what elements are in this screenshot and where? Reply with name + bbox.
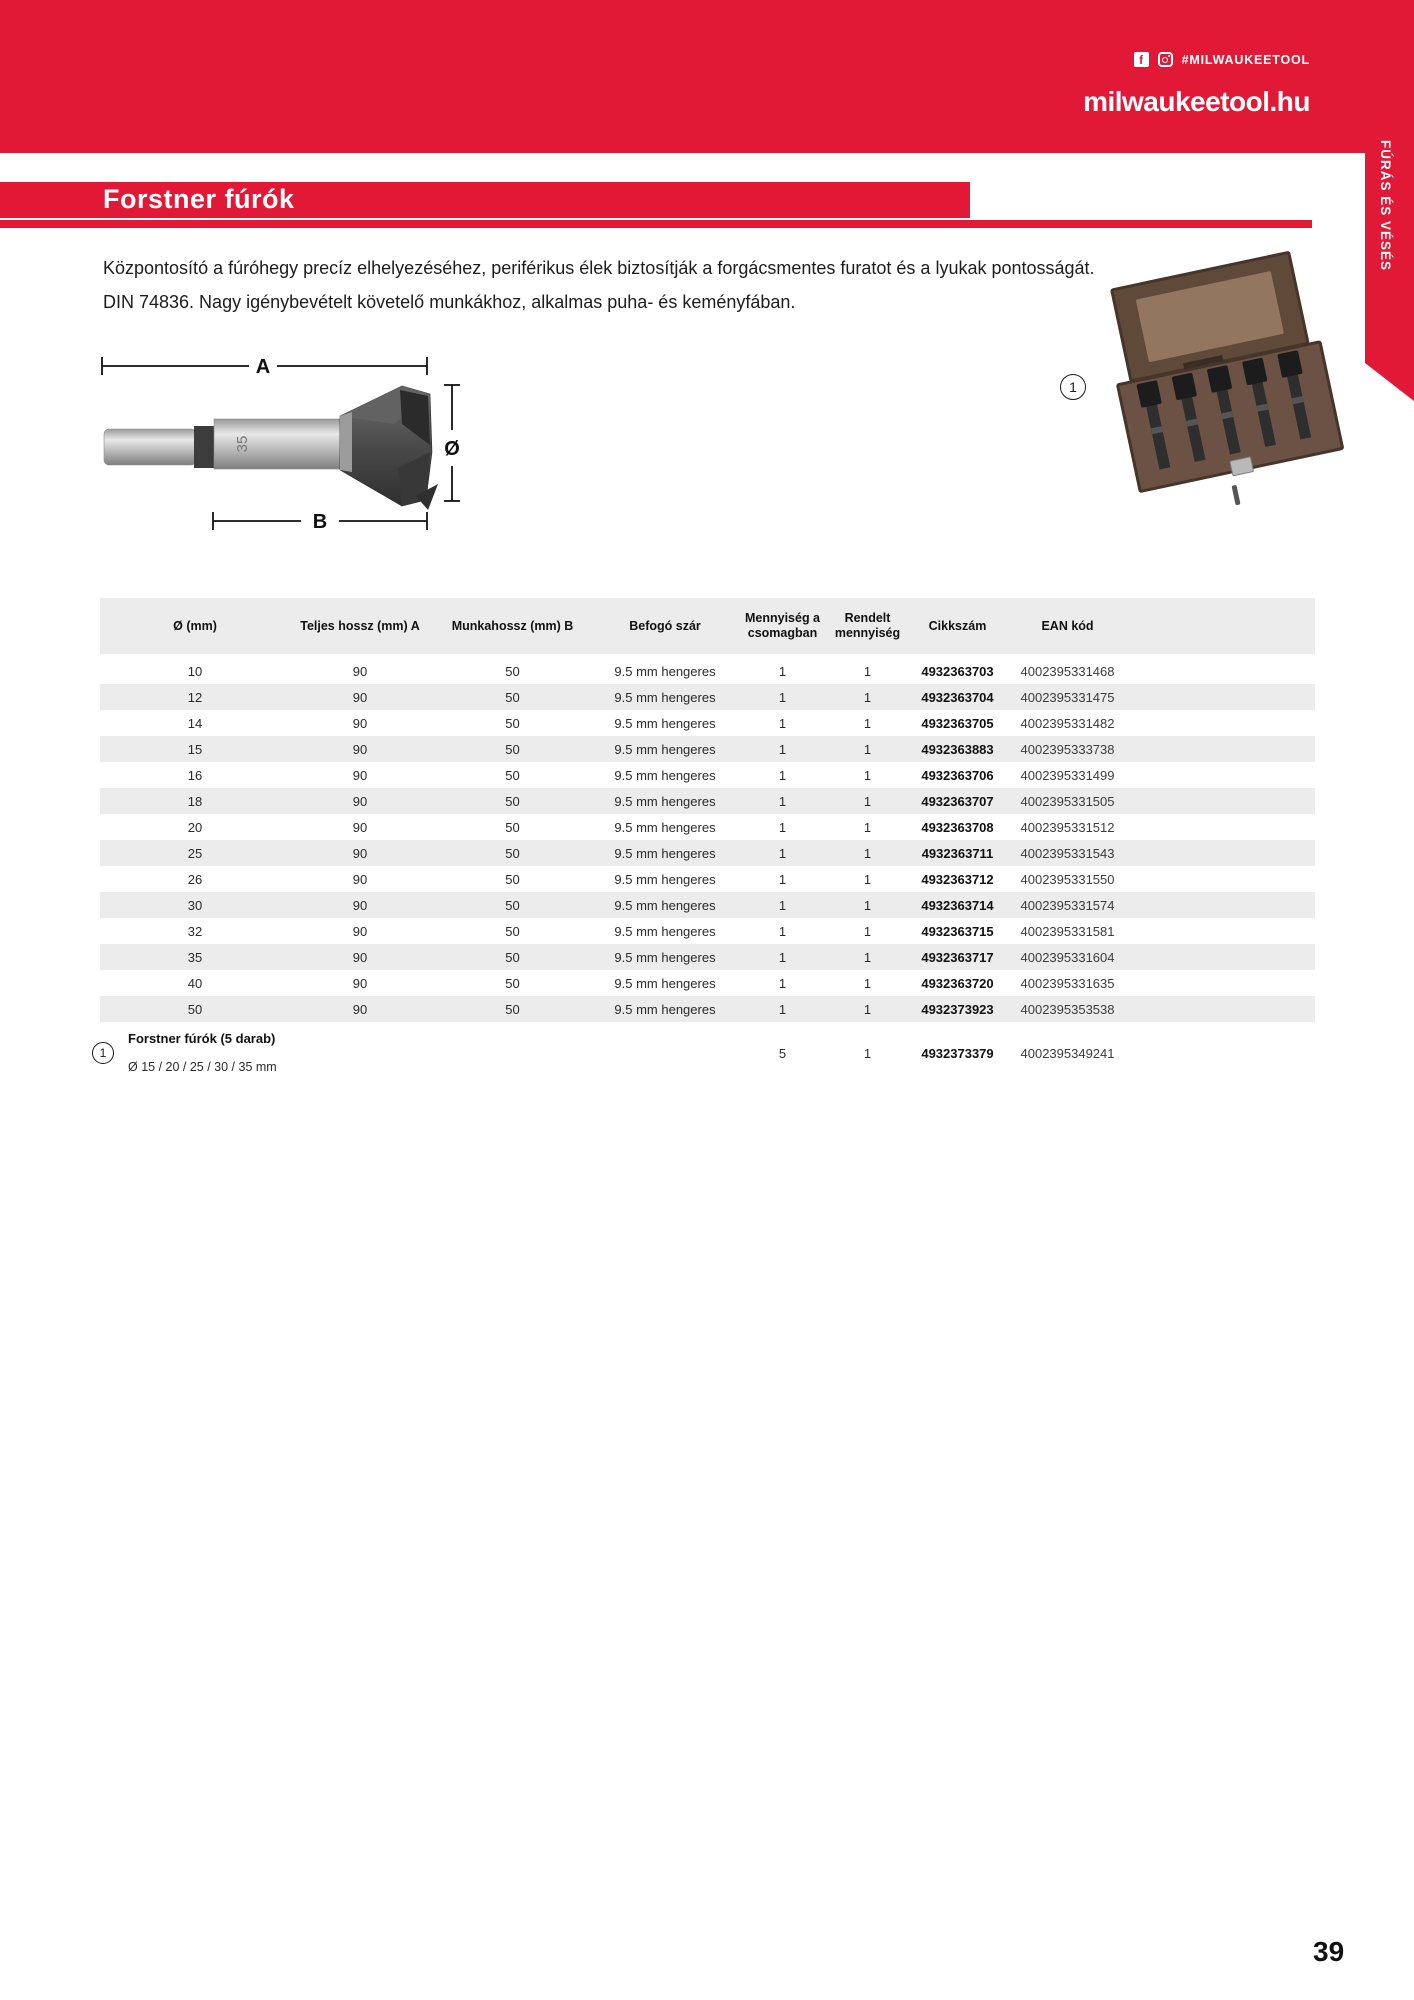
set-callout-1: 1 <box>92 1042 114 1064</box>
table-cell: 1 <box>778 819 787 835</box>
dimension-a-label: A <box>255 356 271 378</box>
table-row-set <box>100 1022 1315 1084</box>
table-cell: 1 <box>863 715 872 731</box>
table-cell: 4932363711 <box>905 840 1010 866</box>
bit-shank <box>104 429 196 465</box>
product-callout-1: 1 <box>1060 374 1086 400</box>
table-cell: 4002395331604 <box>1010 944 1125 970</box>
table-cell: 1 <box>778 871 787 887</box>
table-cell: 1 <box>830 684 905 710</box>
table-cell: 14 <box>187 715 203 731</box>
table-cell-filler <box>1125 996 1315 1022</box>
table-row <box>100 762 1315 788</box>
table-cell: 1 <box>778 715 787 731</box>
set-ordered-qty: 1 <box>863 1045 872 1061</box>
table-cell: 9.5 mm hengeres <box>595 892 735 918</box>
section-banner <box>0 182 970 218</box>
col-ordered-qty: Rendelt mennyiség <box>830 598 905 656</box>
forstner-bit-illustration <box>1212 368 1241 454</box>
table-cell: 90 <box>290 788 430 814</box>
table-cell: 90 <box>352 871 368 887</box>
description-line-1: Központosító a fúróhegy precíz elhelyezéséhez, periférikus élek biztosítják a forgácsmentes furatot és a lyukak pontosságát. <box>103 258 1095 278</box>
bit-marking: 35 <box>234 435 251 453</box>
table-cell-filler <box>1125 840 1315 866</box>
table-cell: 1 <box>735 684 830 710</box>
table-row <box>100 892 1315 918</box>
table-cell-filler <box>1125 684 1315 710</box>
table-cell: 1 <box>735 892 830 918</box>
table-cell: 50 <box>505 663 520 679</box>
table-set-body <box>100 1022 1315 1084</box>
technical-drawing <box>90 355 470 535</box>
col-filler <box>1125 598 1315 656</box>
table-cell: 1 <box>830 788 905 814</box>
table-cell: 90 <box>352 663 368 679</box>
instagram-lens <box>1162 57 1168 63</box>
table-cell: 90 <box>290 996 430 1022</box>
table-cell: 4002395331482 <box>1020 715 1115 731</box>
table-cell: 15 <box>100 736 290 762</box>
facebook-icon[interactable]: f <box>1134 52 1149 67</box>
table-row <box>100 710 1315 736</box>
social-hashtag: #MILWAUKEETOOL <box>1181 52 1310 67</box>
forstner-bit-illustration <box>1283 353 1312 439</box>
table-cell: 9.5 mm hengeres <box>595 944 735 970</box>
set-info-cell <box>100 1022 735 1084</box>
table-cell: 9.5 mm hengeres <box>595 996 735 1022</box>
table-cell: 12 <box>100 684 290 710</box>
table-cell: 90 <box>352 975 368 991</box>
table-cell: 90 <box>290 944 430 970</box>
table-cell: 18 <box>100 788 290 814</box>
col-ean: EAN kód <box>1010 598 1125 656</box>
table-cell: 40 <box>187 975 203 991</box>
table-cell: 9.5 mm hengeres <box>614 767 716 783</box>
table-cell: 1 <box>735 944 830 970</box>
table-row <box>100 970 1315 996</box>
table-cell: 50 <box>430 996 595 1022</box>
table-cell-filler <box>1125 710 1315 736</box>
col-pack-qty: Mennyiség a csomagban <box>735 598 830 656</box>
case-clasp <box>1229 456 1254 476</box>
col-shank: Befogó szár <box>595 598 735 656</box>
table-cell: 1 <box>830 996 905 1022</box>
set-title: Forstner fúrók (5 darab) <box>128 1030 276 1046</box>
table-cell: 1 <box>778 663 787 679</box>
case-lid-inner <box>1136 271 1284 362</box>
table-cell: 9.5 mm hengeres <box>595 788 735 814</box>
table-cell: 50 <box>430 788 595 814</box>
table-cell: 35 <box>100 944 290 970</box>
table-cell: 4932363712 <box>921 871 994 887</box>
set-sku: 4932373379 <box>921 1045 994 1061</box>
forstner-bit-illustration <box>1142 383 1171 469</box>
bit-body <box>214 419 340 469</box>
table-cell: 26 <box>187 871 203 887</box>
table-cell: 4002395331468 <box>1020 663 1115 679</box>
table-cell: 4002395331574 <box>1010 892 1125 918</box>
table-cell: 10 <box>187 663 203 679</box>
table-cell: 4002395333738 <box>1010 736 1125 762</box>
social-row <box>1134 52 1310 67</box>
table-cell: 1 <box>863 663 872 679</box>
table-cell: 16 <box>187 767 203 783</box>
instagram-dot <box>1168 55 1170 57</box>
table-cell: 1 <box>735 840 830 866</box>
table-cell: 50 <box>505 819 520 835</box>
table-cell: 30 <box>100 892 290 918</box>
table-cell: 1 <box>735 736 830 762</box>
table-row <box>100 814 1315 840</box>
col-total-length: Teljes hossz (mm) A <box>290 598 430 656</box>
table-cell: 4002395331635 <box>1020 975 1115 991</box>
table-cell: 90 <box>290 892 430 918</box>
product-photo-forstner-set <box>1088 247 1349 501</box>
table-cell-filler <box>1125 970 1315 996</box>
table-cell-filler <box>1125 736 1315 762</box>
table-cell: 4002395331550 <box>1020 871 1115 887</box>
table-cell: 1 <box>778 923 787 939</box>
table-cell: 4932363707 <box>905 788 1010 814</box>
dimension-b-label: B <box>312 511 328 533</box>
table-cell: 50 <box>505 715 520 731</box>
bit-head <box>340 386 438 510</box>
page-header <box>0 0 1414 153</box>
section-banner-underline <box>0 220 1312 228</box>
set-subtitle: Ø 15 / 20 / 25 / 30 / 35 mm <box>128 1060 277 1075</box>
table-cell: 4932363714 <box>905 892 1010 918</box>
table-cell: 9.5 mm hengeres <box>595 736 735 762</box>
table-row <box>100 866 1315 892</box>
case-key <box>1232 485 1241 506</box>
table-cell: 1 <box>830 840 905 866</box>
table-cell: 4932363720 <box>921 975 994 991</box>
table-cell-filler <box>1125 814 1315 840</box>
table-cell: 1 <box>735 788 830 814</box>
table-cell-filler <box>1125 656 1315 684</box>
table-cell: 4932363704 <box>905 684 1010 710</box>
table-cell: 1 <box>863 819 872 835</box>
table-cell: 50 <box>430 944 595 970</box>
table-cell: 90 <box>352 819 368 835</box>
table-cell: 4002395353538 <box>1010 996 1125 1022</box>
table-row <box>100 944 1315 970</box>
set-ean: 4002395349241 <box>1020 1045 1115 1061</box>
bit-ring <box>194 426 214 468</box>
table-cell: 90 <box>290 840 430 866</box>
table-cell: 90 <box>290 684 430 710</box>
table-cell: 1 <box>778 975 787 991</box>
table-cell: 1 <box>863 975 872 991</box>
table-cell: 32 <box>187 923 203 939</box>
table-body <box>100 656 1315 1022</box>
table-cell: 1 <box>830 736 905 762</box>
table-cell-filler <box>1125 788 1315 814</box>
table-cell: 4002395331499 <box>1020 767 1115 783</box>
dimension-diameter-label: Ø <box>444 438 460 460</box>
table-cell: 25 <box>100 840 290 866</box>
table-header <box>100 598 1315 656</box>
table-cell: 1 <box>863 767 872 783</box>
table-cell: 90 <box>352 715 368 731</box>
table-cell: 50 <box>505 975 520 991</box>
table-cell: 50 <box>430 892 595 918</box>
table-cell: 4002395331505 <box>1010 788 1125 814</box>
table-cell: 4932363883 <box>905 736 1010 762</box>
table-cell: 9.5 mm hengeres <box>595 840 735 866</box>
table-cell-filler <box>1125 892 1315 918</box>
description-line-2: DIN 74836. Nagy igénybevételt követelő munkákhoz, alkalmas puha- és keményfában. <box>103 292 796 312</box>
table-cell: 9.5 mm hengeres <box>614 663 716 679</box>
table-cell: 9.5 mm hengeres <box>614 819 716 835</box>
table-cell-filler <box>1125 866 1315 892</box>
table-cell: 90 <box>352 767 368 783</box>
table-cell: 1 <box>863 871 872 887</box>
table-row <box>100 684 1315 710</box>
table-cell: 20 <box>187 819 203 835</box>
table-cell: 50 <box>430 736 595 762</box>
forstner-bit-illustration <box>1177 376 1206 462</box>
col-diameter: Ø (mm) <box>100 598 290 656</box>
table-row <box>100 918 1315 944</box>
table-cell-filler <box>1125 944 1315 970</box>
page-number: 39 <box>1313 1936 1345 1967</box>
table-cell-filler <box>1125 762 1315 788</box>
table-cell: 4002395331512 <box>1020 819 1115 835</box>
category-side-tab-label: FÚRÁS ÉS VÉSÉS <box>1378 140 1393 272</box>
set-filler <box>1125 1022 1315 1084</box>
table-cell: 50 <box>100 996 290 1022</box>
table-cell: 4932363708 <box>921 819 994 835</box>
col-sku: Cikkszám <box>905 598 1010 656</box>
table-cell: 4932363706 <box>921 767 994 783</box>
table-row <box>100 840 1315 866</box>
table-cell: 50 <box>430 840 595 866</box>
instagram-icon[interactable] <box>1158 52 1173 67</box>
table-cell: 1 <box>863 923 872 939</box>
table-cell: 1 <box>778 767 787 783</box>
table-row <box>100 736 1315 762</box>
table-cell: 1 <box>735 996 830 1022</box>
table-row <box>100 788 1315 814</box>
table-cell: 90 <box>290 736 430 762</box>
table-cell: 4932363705 <box>921 715 994 731</box>
table-cell: 4002395331475 <box>1010 684 1125 710</box>
table-cell: 4932363715 <box>921 923 994 939</box>
table-cell: 4002395331543 <box>1010 840 1125 866</box>
table-cell: 9.5 mm hengeres <box>614 715 716 731</box>
set-pack-qty: 5 <box>778 1045 787 1061</box>
section-title: Forstner fúrók <box>103 183 295 214</box>
table-row <box>100 996 1315 1022</box>
table-cell: 4932363717 <box>905 944 1010 970</box>
table-cell: 4932373923 <box>905 996 1010 1022</box>
table-cell: 9.5 mm hengeres <box>614 871 716 887</box>
table-cell: 9.5 mm hengeres <box>595 684 735 710</box>
table-cell: 9.5 mm hengeres <box>614 975 716 991</box>
table-cell: 1 <box>830 944 905 970</box>
site-url[interactable]: milwaukeetool.hu <box>1083 86 1310 117</box>
table-cell: 50 <box>505 871 520 887</box>
table-cell: 50 <box>505 767 520 783</box>
table-cell: 9.5 mm hengeres <box>614 923 716 939</box>
spec-table <box>100 598 1315 1084</box>
table-cell: 1 <box>830 892 905 918</box>
table-cell: 4932363703 <box>921 663 994 679</box>
table-row <box>100 656 1315 684</box>
table-cell: 90 <box>352 923 368 939</box>
table-cell: 50 <box>430 684 595 710</box>
table-cell-filler <box>1125 918 1315 944</box>
col-working-length: Munkahossz (mm) B <box>430 598 595 656</box>
table-cell: 50 <box>505 923 520 939</box>
table-cell: 4002395331581 <box>1020 923 1115 939</box>
forstner-bit-illustration <box>1247 361 1276 447</box>
